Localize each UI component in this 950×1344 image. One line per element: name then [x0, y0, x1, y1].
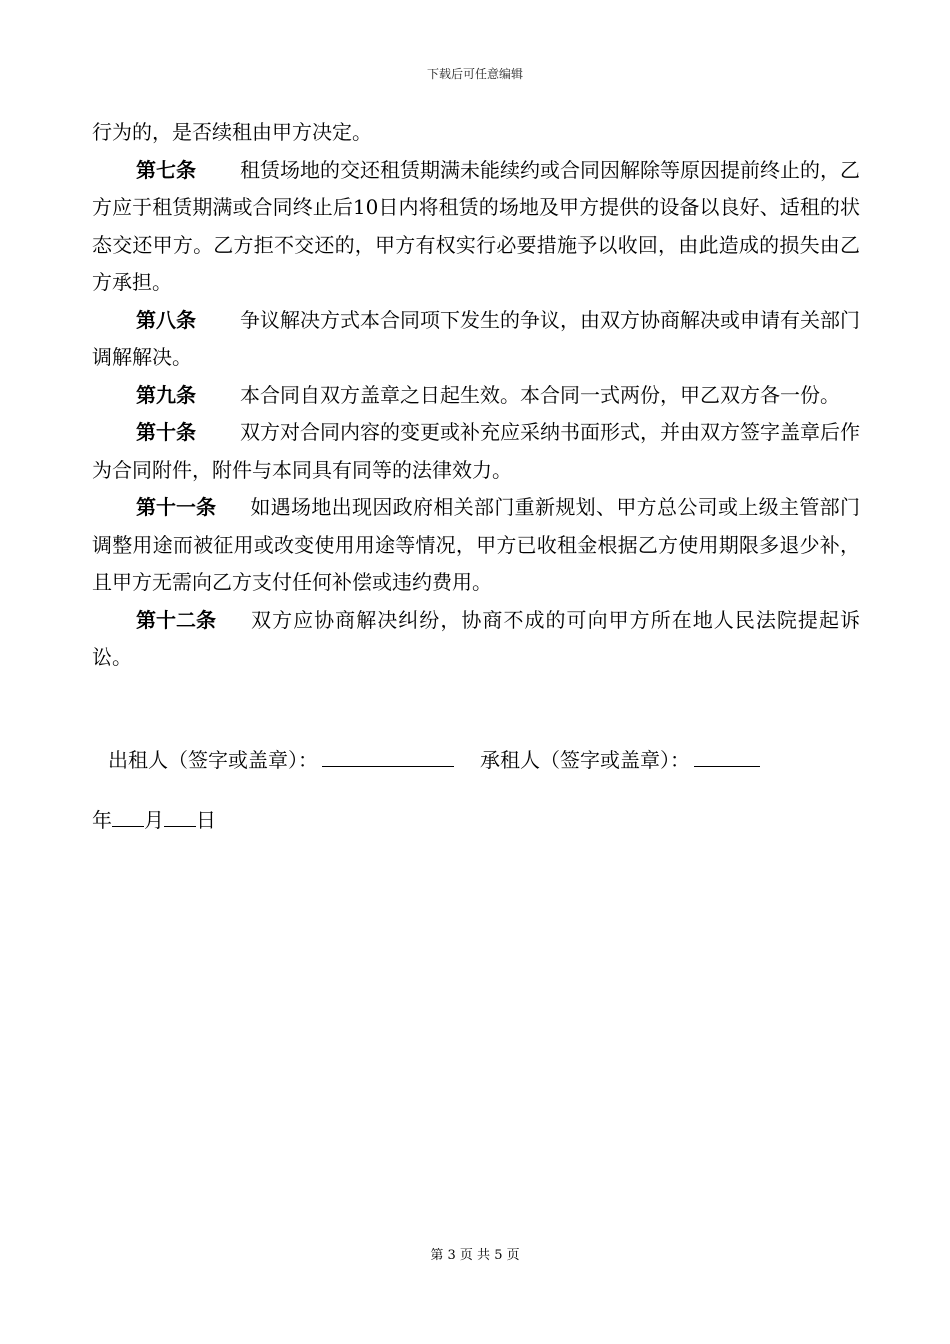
- article-9: [92, 377, 860, 415]
- article-10: [92, 414, 860, 489]
- article-title: 第八条: [136, 307, 196, 332]
- article-body: 争议解决方式本合同项下发生的争议，由双方协商解决或申请有关部门调解解决。: [92, 307, 860, 369]
- page-footer: 第 3 页 共 5 页: [430, 1248, 520, 1263]
- article-11: [92, 489, 860, 602]
- continuation-paragraph: 行为的，是否续租由甲方决定。: [92, 120, 372, 144]
- date-month-label: 月: [144, 808, 164, 832]
- date-day-field[interactable]: [164, 802, 196, 827]
- article-7: [92, 152, 860, 302]
- article-body: 如遇场地出现因政府相关部门重新规划、甲方总公司或上级主管部门调整用途而被征用或改变使用用途等情况，甲方已收租金根据乙方使用期限多退少补，且甲方无需向乙方支付任何补偿或违约费用。: [92, 495, 860, 594]
- article-title: 第十条: [136, 420, 196, 444]
- article-title: 第十一条: [136, 495, 216, 519]
- date-month-field[interactable]: [112, 802, 144, 827]
- date-year-label: 年: [92, 808, 112, 832]
- lessor-signature-label: 出租人（签字或盖章）：: [108, 748, 318, 772]
- article-title: 第九条: [136, 382, 196, 407]
- article-body: 本合同自双方盖章之日起生效。本合同一式两份，甲乙双方各一份。: [240, 382, 840, 407]
- signature-row: [108, 742, 868, 777]
- article-body: 双方应协商解决纠纷，协商不成的可向甲方所在地人民法院提起诉讼。: [92, 607, 860, 669]
- date-day-label: 日: [196, 808, 216, 832]
- document-body: [92, 114, 860, 677]
- article-12: [92, 602, 860, 677]
- article-title: 第十二条: [136, 607, 216, 632]
- lessor-signature-field[interactable]: [322, 742, 454, 767]
- article-8: [92, 302, 860, 377]
- date-row: [92, 802, 216, 837]
- article-body: 双方对合同内容的变更或补充应采纳书面形式，并由双方签字盖章后作为合同附件，附件与本同具有同等的法律效力。: [92, 420, 860, 482]
- lessee-signature-label: 承租人（签字或盖章）：: [480, 748, 690, 772]
- article-title: 第七条: [136, 157, 196, 182]
- page-header: 下载后可任意编辑: [426, 67, 523, 81]
- lessee-signature-field[interactable]: [694, 742, 760, 767]
- article-body: 租赁场地的交还租赁期满未能续约或合同因解除等原因提前终止的，乙方应于租赁期满或合同终止后10日内将租赁的场地及甲方提供的设备以良好、适租的状态交还甲方。乙方拒不交还的，甲方有权实行必要措施予以收回，由此造成的损失由乙方承担。: [92, 157, 860, 294]
